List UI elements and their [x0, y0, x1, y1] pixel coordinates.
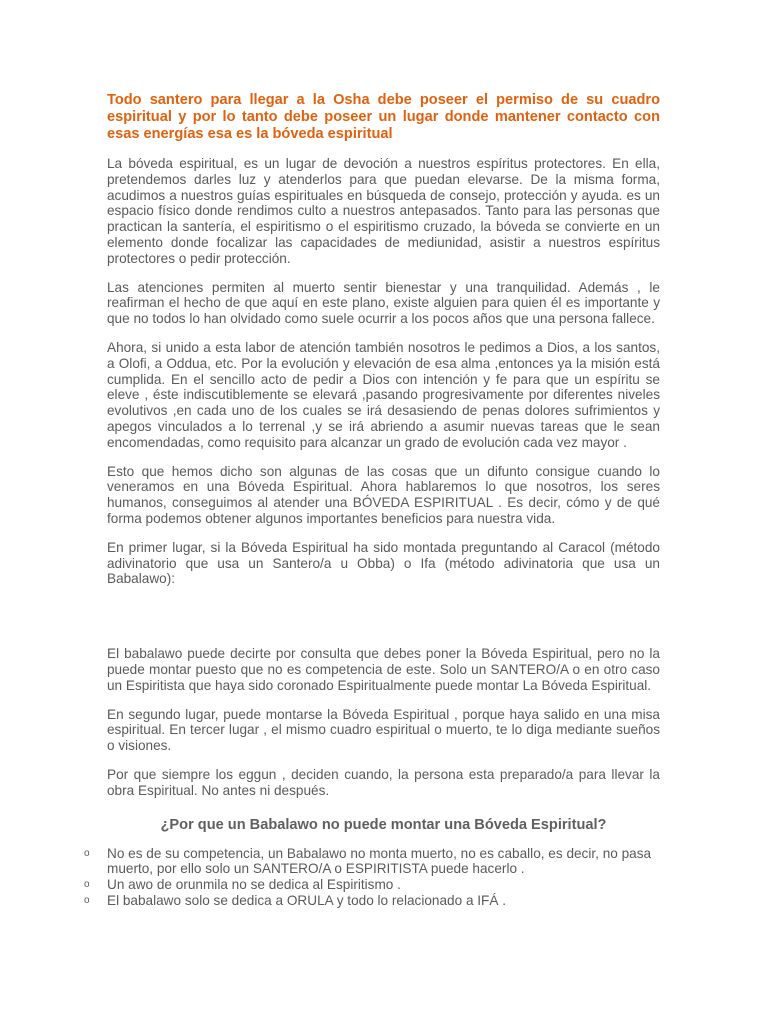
paragraph-primer-lugar: En primer lugar, si la Bóveda Espiritual ha sido montada preguntando al Caracol (método adivinatorio que usa un Santero/a u Obba) o Ifa (método adivinatoria que usa un Babalawo): — [107, 539, 660, 587]
document-title: Todo santero para llegar a la Osha debe poseer el permiso de su cuadro espiritual y por lo tanto debe poseer un lugar donde mantener contacto con esas energías esa es la bóveda espiritual — [107, 92, 660, 142]
list-item — [84, 845, 660, 878]
paragraph-eggun: Por que siempre los eggun , deciden cuando, la persona esta preparado/a para llevar la obra Espiritual. No antes ni después. — [107, 766, 660, 798]
document-page — [84, 92, 660, 909]
paragraph-babalawo-consulta: El babalawo puede decirte por consulta que debes poner la Bóveda Espiritual, pero no la puede montar puesto que no es competencia de este. Solo un SANTERO/A o en otro caso un Espiritista que haya sido coronado Espiritualmente puede montar La Bóveda Espiritual. — [107, 646, 660, 693]
bullet-circle-icon: o — [84, 847, 90, 859]
bullet-list — [84, 845, 660, 909]
blank-space — [107, 600, 660, 646]
bullet-circle-icon: o — [84, 879, 90, 891]
list-item-text: Un awo de orunmila no se dedica al Espiritismo . — [107, 877, 401, 893]
section-heading: ¿Por que un Babalawo no puede montar una Bóveda Espiritual? — [160, 816, 607, 833]
list-item-text: No es de su competencia, un Babalawo no monta muerto, no es caballo, es decir, no pasa muerto, por ello solo un SANTERO/A o ESPIRITISTA puede hacerlo . — [107, 845, 652, 877]
paragraph-atenciones: Las atenciones permiten al muerto sentir bienestar y una tranquilidad. Además , le reafirman el hecho de que aquí en este plano, existe alguien para quien él es importante y que no todos lo han olvidado como suele ocurrir a los pocos años que una persona fallece. — [107, 279, 660, 327]
paragraph-beneficios: Esto que hemos dicho son algunas de las cosas que un difunto consigue cuando lo veneramos en una Bóveda Espiritual. Ahora hablaremos lo que nosotros, los seres humanos, conseguimos al atender una BÓVEDA ESPIRITUAL . Es decir, cómo y de qué forma podemos obtener algunos importantes beneficios para nuestra vida. — [107, 463, 660, 526]
list-item — [84, 892, 660, 909]
paragraph-segundo-lugar: En segundo lugar, puede montarse la Bóveda Espiritual , porque haya salido en una misa espiritual. En tercer lugar , el mismo cuadro espiritual o muerto, te lo diga mediante sueños o visiones. — [107, 706, 660, 754]
paragraph-pedir-a-dios: Ahora, si unido a esta labor de atención también nosotros le pedimos a Dios, a los santos, a Olofi, a Oddua, etc. Por la evolución y elevación de esa alma ,entonces ya la misión está cumplida. En el sencillo acto de pedir a Dios con intención y fe para que un espíritu se eleve , éste indiscutiblemente se elevará ,pasando progresivamente por diferentes niveles evolutivos ,en cada uno de los cuales se irá desasiendo de penas dolores sufrimientos y apegos vinculados a lo terrenal ,y se irá abriendo a asumir nuevas tareas que le sean encomendadas, como requisito para alcanzar un grado de evolución cada vez mayor . — [107, 339, 660, 450]
paragraph-boveda-definition: La bóveda espiritual, es un lugar de devoción a nuestros espíritus protectores. En ella, pretendemos darles luz y atenderlos para que puedan elevarse. De la misma forma, acudimos a nuestros guías espirituales en búsqueda de consejo, protección y ayuda. es un espacio físico donde rendimos culto a nuestros antepasados. Tanto para las personas que practican la santería, el espiritismo o el espiritismo cruzado, la bóveda se convierte en un elemento donde focalizar las capacidades de mediunidad, asistir a nuestros espíritus protectores o pedir protección. — [107, 156, 660, 266]
list-item — [84, 877, 660, 893]
list-item-text: El babalawo solo se dedica a ORULA y todo lo relacionado a IFÁ . — [107, 892, 506, 908]
bullet-circle-icon: o — [84, 894, 90, 906]
